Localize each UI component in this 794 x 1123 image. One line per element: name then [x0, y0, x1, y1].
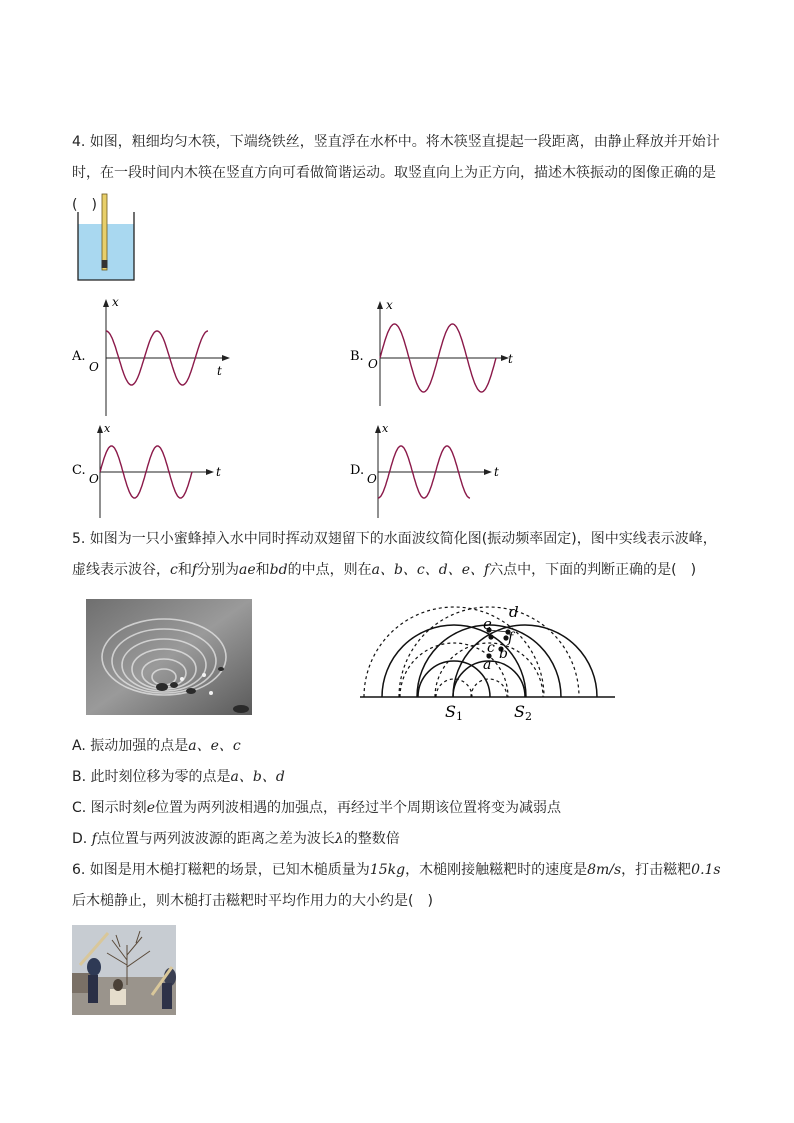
option-c-label: C. — [72, 463, 86, 478]
q5-option-d-text3: 的整数倍 — [343, 831, 400, 847]
q5-option-b-points: a、b、d — [230, 769, 285, 785]
x-arrow-icon — [222, 355, 230, 361]
bee-ripple-photo — [86, 599, 252, 715]
y-arrow-icon — [377, 301, 383, 309]
origin-label: O — [368, 357, 378, 371]
label-d: d — [509, 603, 519, 621]
y-arrow-icon — [97, 425, 103, 433]
q6-time: 0.1s — [691, 862, 721, 878]
label-s1: S1 — [445, 702, 463, 722]
q5-stem-line1: 5. 如图为一只小蜜蜂掉入水中同时挥动双翅留下的水面波纹简化图(振动频率固定)，图中实线表示波峰， — [72, 531, 717, 547]
q5-option-d-text: D. — [72, 831, 92, 847]
q5-option-c-text: C. 图示时刻 — [72, 800, 147, 816]
x-arrow-icon — [206, 469, 214, 475]
label-a: a — [483, 657, 492, 673]
option-b-label: B. — [350, 349, 364, 364]
q5-option-a-text: A. 振动加强的点是 — [72, 738, 189, 754]
q6-text: 6. 如图是用木槌打糍粑的场景，已知木槌质量为 — [72, 862, 370, 878]
q5-math: a、b、c、d、e、f — [371, 562, 490, 578]
q5-option-d — [72, 829, 400, 849]
y-axis-label: x — [104, 422, 111, 435]
chopstick — [102, 194, 107, 270]
q5-text: 的中点，则在 — [287, 562, 372, 578]
q6-speed: 8m/s — [587, 862, 622, 878]
x-axis-label: t — [217, 364, 222, 378]
y-axis-label: x — [386, 298, 393, 312]
label-b: b — [499, 646, 508, 662]
x-axis-label: t — [216, 465, 221, 479]
q4-stem-line1: 4. 如图，粗细均匀木筷，下端绕铁丝，竖直浮在水杯中。将木筷竖直提起一段距离，由静止释放并开始计 — [72, 134, 720, 150]
q6-stem-line2: 后木槌静止，则木槌打击糍粑时平均作用力的大小约是( ) — [72, 893, 433, 909]
option-a-label: A. — [72, 349, 86, 364]
x-arrow-icon — [484, 469, 492, 475]
q5-option-a-points: a、e、c — [188, 738, 241, 754]
point-c — [488, 634, 493, 639]
q5-text: 虚线表示波谷， — [72, 562, 170, 578]
x-axis-label: t — [494, 465, 499, 479]
beaker-figure — [72, 190, 144, 285]
label-e: e — [483, 615, 492, 633]
label-f: f — [508, 630, 514, 646]
q5-text: 和 — [177, 562, 192, 578]
q5-math: f — [191, 562, 198, 578]
y-arrow-icon — [375, 425, 381, 433]
q5-option-b — [72, 767, 285, 787]
q5-option-d-text2: 点位置与两列波波源的距离之差为波长 — [96, 831, 335, 847]
q5-option-c-point: e — [146, 800, 155, 816]
iron-wire — [102, 260, 108, 268]
graph-option-c — [72, 422, 232, 522]
q5-text: 六点中，下面的判断正确的是( ) — [489, 562, 697, 578]
graph-option-d — [350, 422, 510, 522]
q5-math: ae — [239, 562, 256, 578]
origin-label: O — [89, 360, 99, 374]
y-arrow-icon — [103, 299, 109, 307]
interference-diagram — [360, 600, 622, 722]
q5-option-d-point: f — [91, 831, 97, 847]
q5-option-c — [72, 798, 561, 818]
x-axis-label: t — [508, 352, 513, 366]
q5-option-b-text: B. 此时刻位移为零的点是 — [72, 769, 231, 785]
q6-text: ，木槌刚接触糍粑时的速度是 — [405, 862, 588, 878]
label-c: c — [487, 640, 495, 656]
origin-label: O — [89, 472, 99, 486]
option-d-label: D. — [350, 463, 365, 478]
q5-option-a — [72, 736, 241, 756]
q5-text: 和 — [255, 562, 270, 578]
origin-label: O — [367, 472, 377, 486]
q4-stem-line2: 时，在一段时间内木筷在竖直方向可看做简谐运动。取竖直向上为正方向，描述木筷振动的图像正确的是 — [72, 165, 716, 181]
graph-option-b — [350, 296, 525, 411]
q5-stem-line2 — [72, 560, 696, 580]
q6-text: ，打击糍粑 — [621, 862, 692, 878]
q6-mass: 15kg — [369, 862, 406, 878]
mochi-pounding-photo — [72, 925, 176, 1015]
q5-text: 分别为 — [197, 562, 240, 578]
y-axis-label: x — [112, 295, 119, 309]
q6-stem-line1 — [72, 860, 721, 880]
y-axis-label: x — [382, 422, 389, 435]
label-s2: S2 — [514, 702, 532, 722]
q5-option-d-lambda: λ — [334, 831, 344, 847]
q5-option-c-text2: 位置为两列波相遇的加强点，再经过半个周期该位置将变为减弱点 — [154, 800, 561, 816]
q5-math: bd — [269, 562, 288, 578]
graph-option-a — [72, 294, 237, 419]
q5-math: c — [170, 562, 178, 578]
q4-stem-line3: ( ) — [72, 197, 97, 213]
